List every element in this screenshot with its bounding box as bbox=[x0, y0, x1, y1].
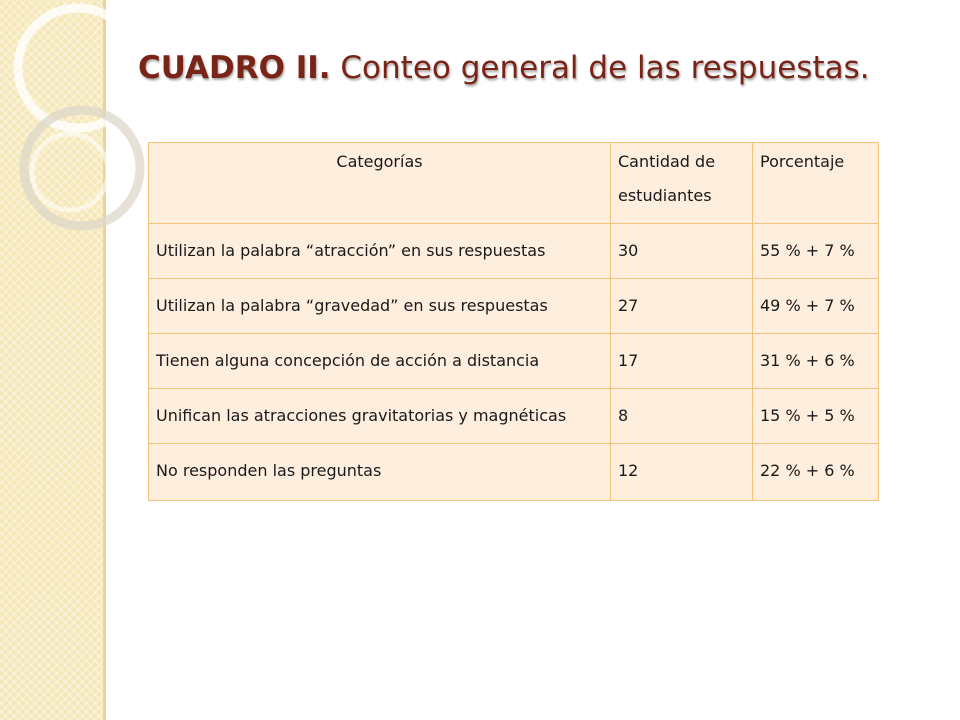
row-count: 8 bbox=[611, 389, 753, 444]
row-percent: 49 % + 7 % bbox=[753, 279, 879, 334]
header-porcentaje: Porcentaje bbox=[753, 143, 879, 224]
header-cantidad: Cantidad de estudiantes bbox=[611, 143, 753, 224]
row-count: 17 bbox=[611, 334, 753, 389]
results-table bbox=[148, 142, 879, 501]
table-header-row bbox=[149, 143, 879, 224]
row-category: Tienen alguna concepción de acción a distancia bbox=[149, 334, 611, 389]
row-category: Unifican las atracciones gravitatorias y magnéticas bbox=[149, 389, 611, 444]
row-count: 27 bbox=[611, 279, 753, 334]
row-count: 30 bbox=[611, 224, 753, 279]
title-label: CUADRO II. bbox=[138, 50, 331, 86]
title-text: Conteo general de las respuestas. bbox=[330, 50, 870, 86]
row-percent: 15 % + 5 % bbox=[753, 389, 879, 444]
row-percent: 55 % + 7 % bbox=[753, 224, 879, 279]
table-row bbox=[149, 279, 879, 334]
row-category: Utilizan la palabra “atracción” en sus respuestas bbox=[149, 224, 611, 279]
row-percent: 22 % + 6 % bbox=[753, 444, 879, 501]
row-category: Utilizan la palabra “gravedad” en sus respuestas bbox=[149, 279, 611, 334]
table-row bbox=[149, 389, 879, 444]
slide-title bbox=[138, 50, 928, 86]
row-category: No responden las preguntas bbox=[149, 444, 611, 501]
row-percent: 31 % + 6 % bbox=[753, 334, 879, 389]
header-categorias: Categorías bbox=[149, 143, 611, 224]
row-count: 12 bbox=[611, 444, 753, 501]
table-row bbox=[149, 334, 879, 389]
table-row bbox=[149, 224, 879, 279]
table-row bbox=[149, 444, 879, 501]
